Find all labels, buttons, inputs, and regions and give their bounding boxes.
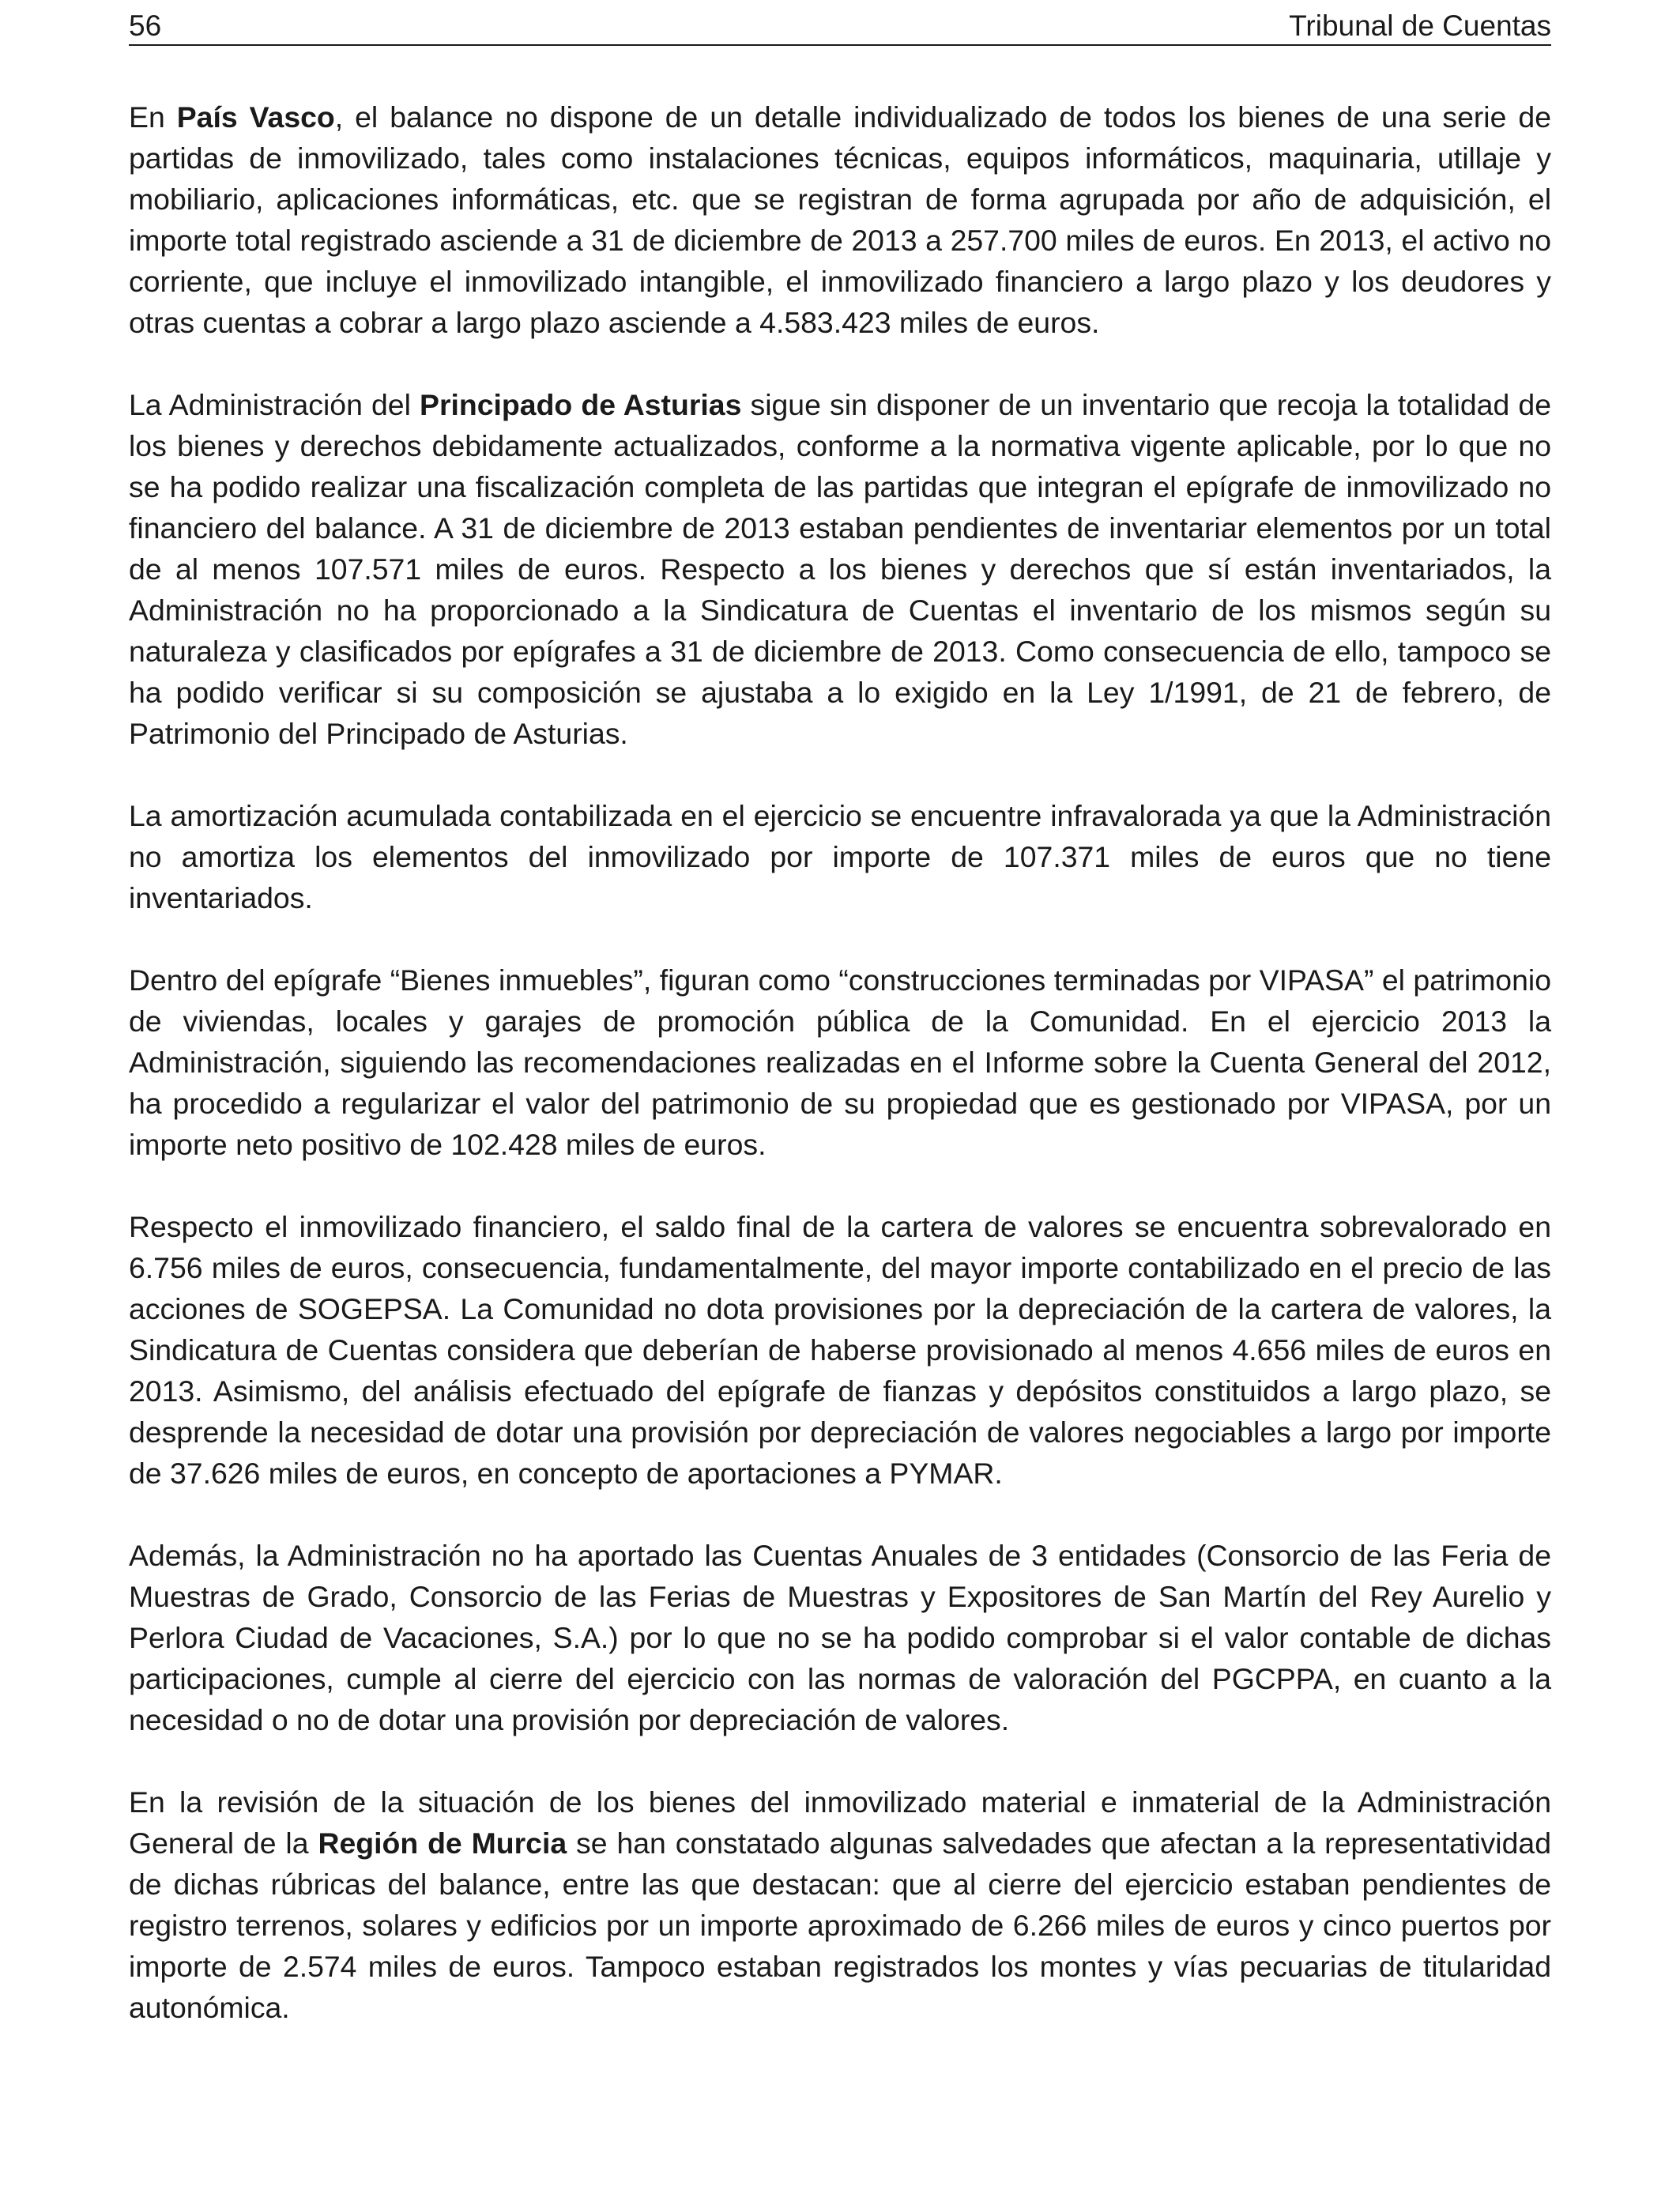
paragraph-amortizacion [129, 795, 1551, 918]
paragraph-text: La amortización acumulada contabilizada en el ejercicio se encuentre infravalorada ya que la Administración no amortiza los elementos del inmovilizado por importe de 107.371 miles de euros que no tiene inventariados. [129, 799, 1551, 914]
paragraph-text: , el balance no dispone de un detalle individualizado de todos los bienes de una serie de partidas de inmovilizado, tales como instalaciones técnicas, equipos informáticos, maquinaria, utillaje y mobiliario, aplicaciones informáticas, etc. que se registran de forma agrupada por año de adquisición, el importe total registrado asciende a 31 de diciembre de 2013 a 257.700 miles de euros. En 2013, el activo no corriente, que incluye el inmovilizado intangible, el inmovilizado financiero a largo plazo y los deudores y otras cuentas a cobrar a largo plazo asciende a 4.583.423 miles de euros. [129, 100, 1551, 339]
page-number: 56 [129, 9, 162, 42]
paragraph-region-murcia [129, 1781, 1551, 2028]
region-name: Región de Murcia [318, 1826, 567, 1860]
paragraph-text: se han constatado algunas salvedades que afectan a la representatividad de dichas rúbricas del balance, entre las que destacan: que al cierre del ejercicio estaban pendientes de registro terrenos, solares y edificios por un importe aproximado de 6.266 miles de euros y cinco puertos por importe de 2.574 miles de euros. Tampoco estaban registrados los montes y vías pecuarias de titularidad autonómica. [129, 1826, 1551, 2024]
paragraph-text: La Administración del [129, 388, 420, 421]
paragraph-pais-vasco [129, 96, 1551, 343]
region-name: Principado de Asturias [420, 388, 742, 421]
paragraph-bienes-inmuebles [129, 959, 1551, 1165]
paragraph-text: En la revisión de la situación de los bienes del inmovilizado material e inmaterial de la Administración General de la [129, 1785, 1551, 1860]
region-name: País Vasco [176, 100, 335, 134]
paragraph-cuentas-anuales [129, 1535, 1551, 1740]
running-header [129, 8, 1551, 46]
paragraph-asturias-inventario [129, 384, 1551, 754]
paragraph-text: sigue sin disponer de un inventario que recoja la totalidad de los bienes y derechos debidamente actualizados, conforme a la normativa vigente aplicable, por lo que no se ha podido realizar una fiscalización completa de las partidas que integran el epígrafe de inmovilizado no financiero del balance. A 31 de diciembre de 2013 estaban pendientes de inventariar elementos por un total de al menos 107.571 miles de euros. Respecto a los bienes y derechos que sí están inventariados, la Administración no ha proporcionado a la Sindicatura de Cuentas el inventario de los mismos según su naturaleza y clasificados por epígrafes a 31 de diciembre de 2013. Como consecuencia de ello, tampoco se ha podido verificar si su composición se ajustaba a lo exigido en la Ley 1/1991, de 21 de febrero, de Patrimonio del Principado de Asturias. [129, 388, 1551, 750]
paragraph-text: Respecto el inmovilizado financiero, el saldo final de la cartera de valores se encuentra sobrevalorado en 6.756 miles de euros, consecuencia, fundamentalmente, del mayor importe contabilizado en el precio de las acciones de SOGEPSA. La Comunidad no dota provisiones por la depreciación de la cartera de valores, la Sindicatura de Cuentas considera que deberían de haberse provisionado al menos 4.656 miles de euros en 2013. Asimismo, del análisis efectuado del epígrafe de fianzas y depósitos constituidos a largo plazo, se desprende la necesidad de dotar una provisión por depreciación de valores negociables a largo por importe de 37.626 miles de euros, en concepto de aportaciones a PYMAR. [129, 1210, 1551, 1490]
paragraph-text: Dentro del epígrafe “Bienes inmuebles”, figuran como “construcciones terminadas por VIPASA” el patrimonio de viviendas, locales y garajes de promoción pública de la Comunidad. En el ejercicio 2013 la Administración, siguiendo las recomendaciones realizadas en el Informe sobre la Cuenta General del 2012, ha procedido a regularizar el valor del patrimonio de su propiedad que es gestionado por VIPASA, por un importe neto positivo de 102.428 miles de euros. [129, 963, 1551, 1161]
paragraph-text: En [129, 100, 177, 134]
paragraph-text: Además, la Administración no ha aportado las Cuentas Anuales de 3 entidades (Consorcio de las Feria de Muestras de Grado, Consorcio de las Ferias de Muestras y Expositores de San Martín del Rey Aurelio y Perlora Ciudad de Vacaciones, S.A.) por lo que no se ha podido comprobar si el valor contable de dichas participaciones, cumple al cierre del ejercicio con las normas de valoración del PGCPPA, en cuanto a la necesidad o no de dotar una provisión por depreciación de valores. [129, 1539, 1551, 1736]
paragraph-inmovilizado-financiero [129, 1206, 1551, 1494]
document-body [129, 96, 1551, 2028]
header-title: Tribunal de Cuentas [1289, 9, 1551, 42]
